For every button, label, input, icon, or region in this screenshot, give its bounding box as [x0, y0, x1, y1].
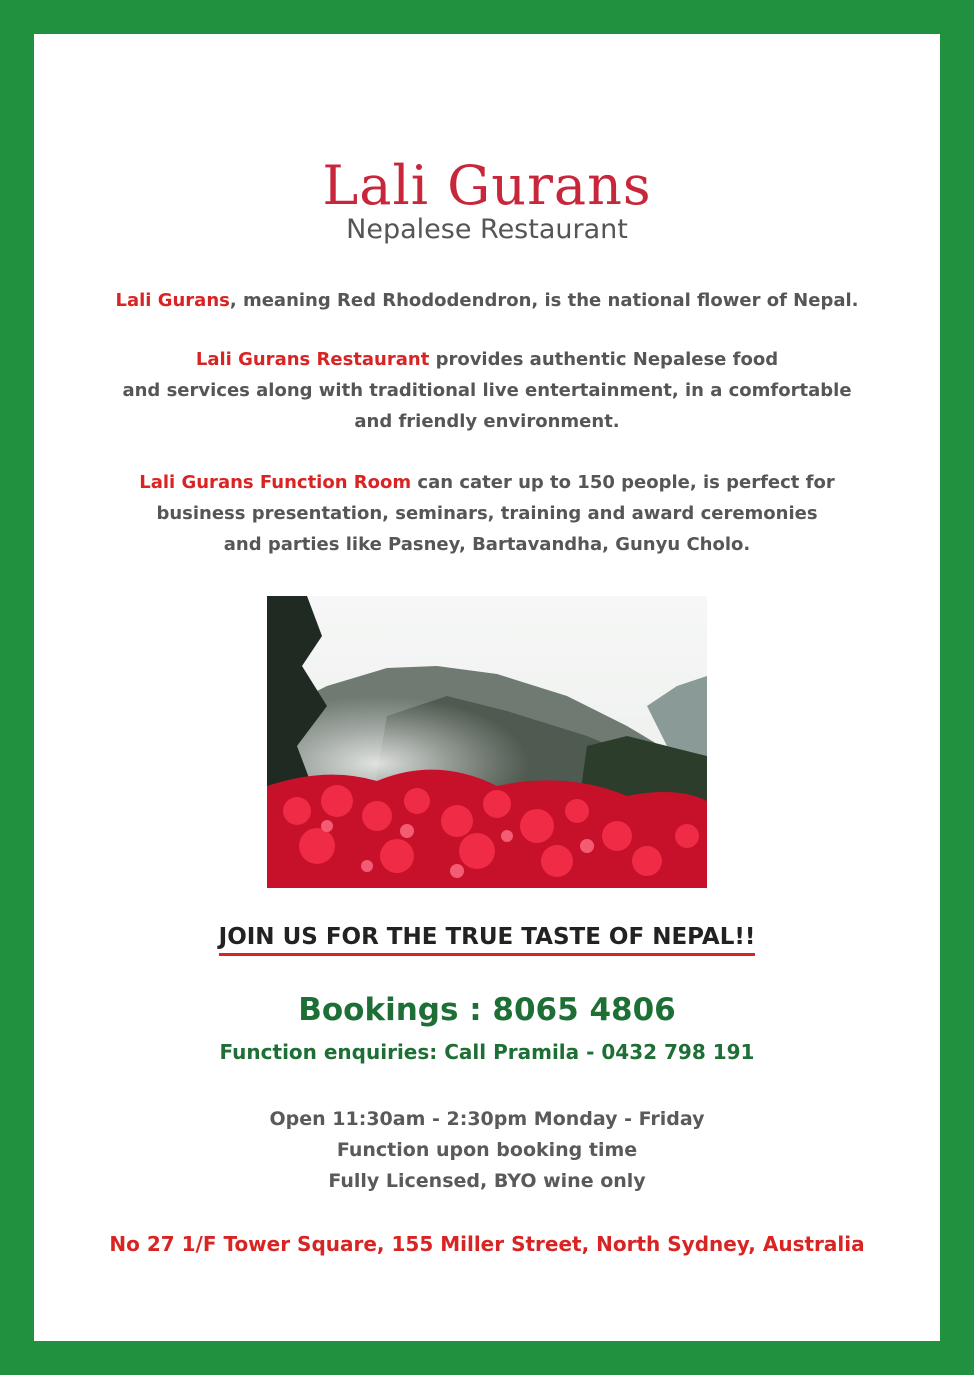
- function-room-line-3: and parties like Pasney, Bartavandha, Gunyu Cholo.: [223, 534, 751, 555]
- restaurant-logo-title: Lali Gurans: [322, 154, 652, 217]
- flyer-page: [34, 34, 940, 1341]
- address: No 27 1/F Tower Square, 155 Miller Street, North Sydney, Australia: [109, 1232, 865, 1256]
- restaurant-paragraph: [34, 344, 940, 437]
- function-room-line-2: business presentation, seminars, training and award ceremonies: [156, 503, 818, 524]
- opening-hours: [34, 1104, 940, 1197]
- intro-highlight: Lali Gurans: [115, 290, 230, 311]
- function-enquiries: Function enquiries: Call Pramila - 0432 798 191: [219, 1040, 755, 1064]
- hours-open: Open 11:30am - 2:30pm Monday - Friday: [269, 1108, 705, 1130]
- function-room-line-1: can cater up to 150 people, is perfect for: [411, 472, 835, 493]
- intro-text: , meaning Red Rhododendron, is the national flower of Nepal.: [229, 290, 859, 311]
- restaurant-line-3: and friendly environment.: [354, 411, 620, 432]
- restaurant-highlight: Lali Gurans Restaurant: [195, 349, 430, 370]
- restaurant-subtitle: Nepalese Restaurant: [346, 214, 628, 245]
- intro-paragraph: [34, 285, 940, 316]
- rhododendron-mountain-photo: [267, 596, 707, 888]
- restaurant-line-2: and services along with traditional live entertainment, in a comfortable: [122, 380, 852, 401]
- function-room-paragraph: [34, 467, 940, 560]
- tagline: [34, 924, 940, 956]
- restaurant-line-1: provides authentic Nepalese food: [429, 349, 779, 370]
- hours-function: Function upon booking time: [336, 1139, 638, 1161]
- function-room-highlight: Lali Gurans Function Room: [139, 472, 412, 493]
- hours-license: Fully Licensed, BYO wine only: [328, 1170, 646, 1192]
- bookings-phone: Bookings : 8065 4806: [298, 992, 676, 1028]
- tagline-text: JOIN US FOR THE TRUE TASTE OF NEPAL!!: [219, 924, 756, 956]
